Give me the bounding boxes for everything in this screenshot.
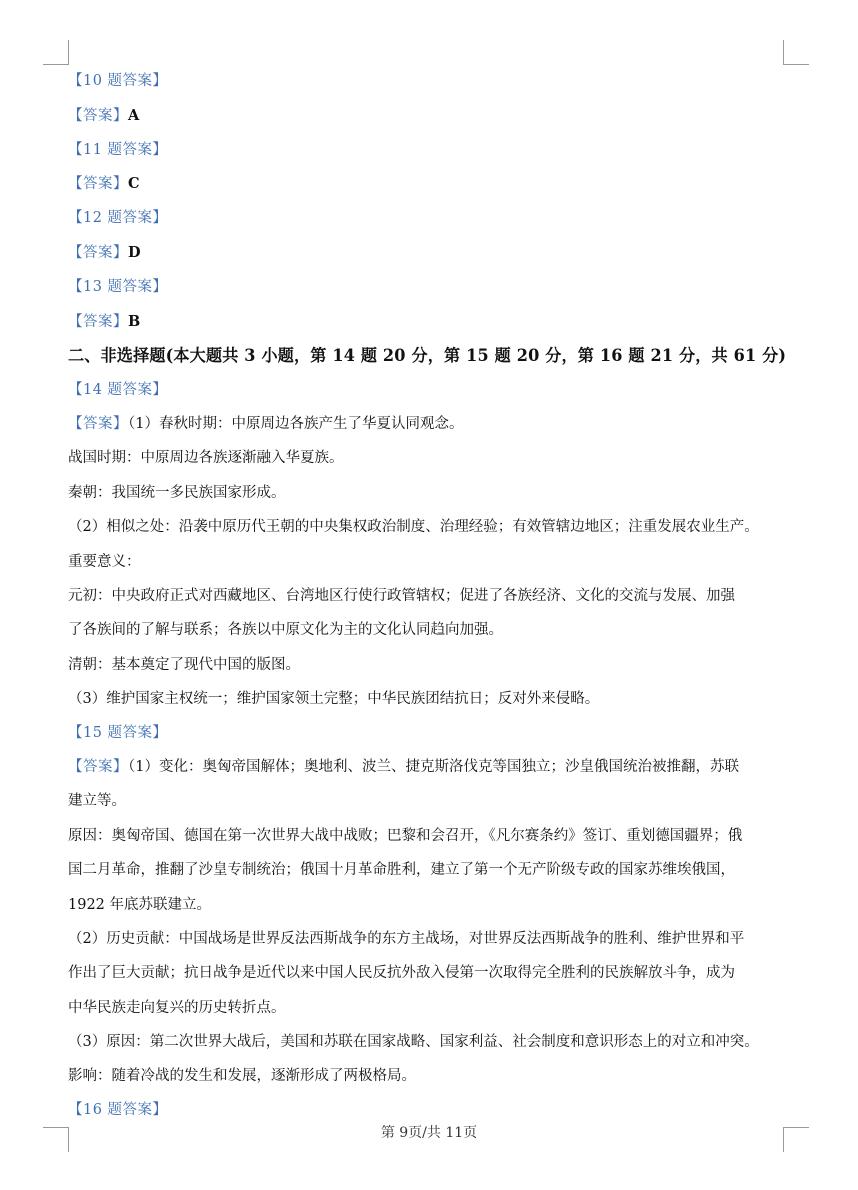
body-text: 建立等。 [68,793,126,809]
answer-tag: 【答案】 [68,416,128,432]
answer-line [68,173,140,195]
body-text-line [68,894,211,916]
question-answer-heading [68,139,168,161]
body-text-line [68,516,759,538]
section-heading [68,345,786,367]
question-answer-heading [68,1099,168,1121]
body-text: 清朝：基本奠定了现代中国的版图。 [68,657,300,673]
answer-line [68,242,141,264]
heading-text: 【14 题答案】 [68,382,168,398]
question-answer-heading [68,276,168,298]
heading-text: 【16 题答案】 [68,1102,168,1118]
body-text: 原因：奥匈帝国、德国在第一次世界大战中战败；巴黎和会召开，《凡尔赛条约》签订、重划德国疆界；俄 [68,828,743,844]
body-text-line [68,654,300,676]
body-text-line [68,859,735,881]
answer-line [68,413,463,435]
answer-text: C [128,175,140,192]
answer-line [68,105,139,127]
body-text: 元初：中央政府正式对西藏地区、台湾地区行使行政管辖权；促进了各族经济、文化的交流与发展、加强 [68,588,735,604]
body-text: 了各族间的了解与联系；各族以中原文化为主的文化认同趋向加强。 [68,622,503,638]
body-text-line [68,551,141,573]
body-text-line [68,790,126,812]
body-text: 重要意义： [68,554,141,570]
question-answer-heading [68,70,168,92]
body-text-line [68,825,742,847]
body-text-line [68,585,735,607]
answer-tag: 【答案】 [68,108,128,124]
answer-tag: 【答案】 [68,245,128,261]
body-text: （3）原因：第二次世界大战后，美国和苏联在国家战略、国家利益、社会制度和意识形态上的对立和冲突。 [68,1034,759,1050]
answer-text: A [128,107,140,124]
heading-text: 【13 题答案】 [68,279,168,295]
answer-line [68,756,739,778]
question-answer-heading [68,379,168,401]
body-text-line [68,619,503,641]
question-answer-heading [68,207,168,229]
body-text: 1922 年底苏联建立。 [68,897,212,913]
heading-text: 【12 题答案】 [68,210,168,226]
crop-mark-top-left-h [43,64,68,65]
answer-tag: 【答案】 [68,176,128,192]
question-answer-heading [68,722,168,744]
page-footer: 第 9页/共 11页 [380,1125,478,1141]
crop-mark-top-left-v [68,40,69,65]
body-text: 国二月革命，推翻了沙皇专制统治；俄国十月革命胜利，建立了第一个无产阶级专政的国家苏维埃俄国， [68,862,735,878]
body-text-line [68,962,735,984]
body-text: 战国时期：中原周边各族逐渐融入华夏族。 [68,450,344,466]
answer-text: D [128,244,141,261]
answer-text: （1）春秋时期：中原周边各族产生了华夏认同观念。 [128,416,464,432]
crop-mark-top-right-h [784,64,809,65]
body-text-line [68,928,744,950]
section-heading-text: 二、非选择题(本大题共 3 小题，第 14 题 20 分，第 15 题 20 分，第 16 题 21 分，共 61 分) [68,346,787,365]
body-text: （2）历史贡献：中国战场是世界反法西斯战争的东方主战场，对世界反法西斯战争的胜利、维护世界和平 [68,931,745,947]
body-text: 作出了巨大贡献；抗日战争是近代以来中国人民反抗外敌入侵第一次取得完全胜利的民族解放斗争，成为 [68,965,735,981]
body-text: 影响：随着冷战的发生和发展，逐渐形成了两极格局。 [68,1068,416,1084]
heading-text: 【15 题答案】 [68,725,168,741]
answer-text: （1）变化：奥匈帝国解体；奥地利、波兰、捷克斯洛伐克等国独立；沙皇俄国统治被推翻，苏联 [128,759,739,775]
heading-text: 【11 题答案】 [68,142,168,158]
body-text-line [68,1065,416,1087]
body-text: 秦朝：我国统一多民族国家形成。 [68,485,286,501]
body-text-line [68,997,286,1019]
answer-line [68,311,140,333]
answer-tag: 【答案】 [68,314,128,330]
body-text-line [68,1031,759,1053]
body-text: 中华民族走向复兴的历史转折点。 [68,1000,286,1016]
heading-text: 【10 题答案】 [68,73,168,89]
answer-tag: 【答案】 [68,759,128,775]
crop-mark-top-right-v [783,40,784,65]
body-text: （3）维护国家主权统一；维护国家领土完整；中华民族团结抗日；反对外来侵略。 [68,691,600,707]
body-text-line [68,688,599,710]
answer-text: B [128,313,141,330]
body-text-line [68,447,344,469]
body-text-line [68,482,286,504]
body-text: （2）相似之处：沿袭中原历代王朝的中央集权政治制度、治理经验；有效管辖边地区；注重发展农业生产。 [68,519,759,535]
